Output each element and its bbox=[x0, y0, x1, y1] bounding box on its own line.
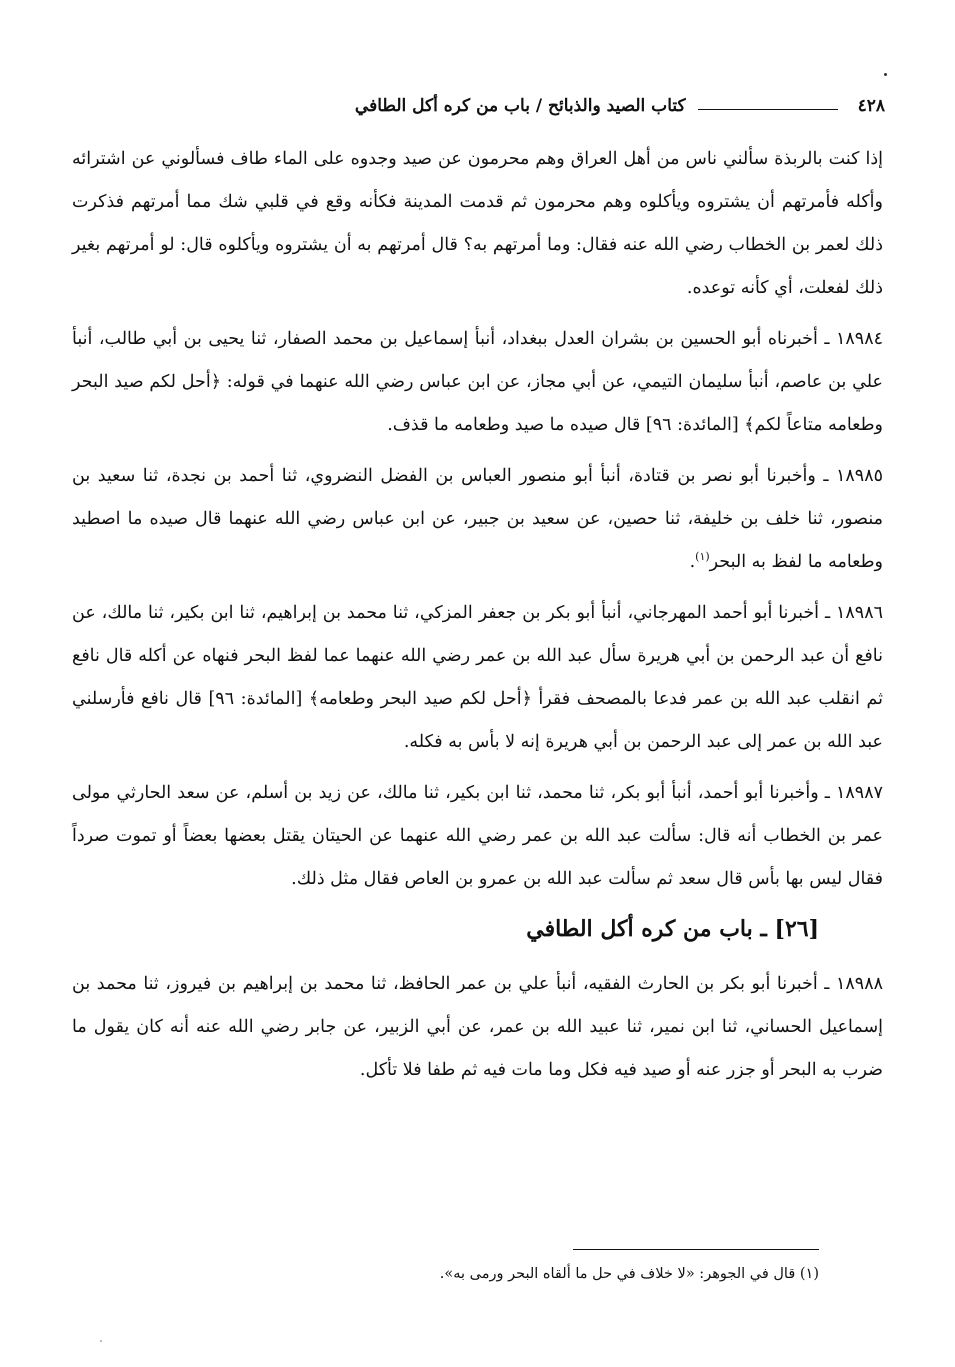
scan-speck bbox=[100, 1340, 102, 1342]
running-title: كتاب الصيد والذبائح / باب من كره أكل الطافي bbox=[354, 96, 686, 116]
main-text bbox=[72, 138, 883, 1100]
hadith-18985-text: ١٨٩٨٥ ـ وأخبرنا أبو نصر بن قتادة، أنبأ أبو منصور العباس بن الفضل النضروي، ثنا أحمد بن نجدة، ثنا سعيد بن منصور، ثنا خلف بن خليفة، ثنا حصين، عن سعيد بن جبير، عن ابن عباس رضي الله عنهما قال صيده ما اصطيد وطعامه ما لفظ به البحر bbox=[72, 466, 883, 572]
hadith-18985 bbox=[72, 455, 883, 584]
chapter-heading: [٢٦] ـ باب من كره أكل الطافي bbox=[526, 916, 819, 942]
hadith-18987: ١٨٩٨٧ ـ وأخبرنا أبو أحمد، أنبأ أبو بكر، ثنا محمد، ثنا ابن بكير، ثنا مالك، عن زيد بن أسلم، عن سعد الحارثي مولى عمر بن الخطاب أنه قال: سألت عبد الله بن عمر رضي الله عنهما عن الحيتان يقتل بعضها بعضاً أو تموت صرداً فقال ليس بها بأس قال سعد ثم سألت عبد الله بن عمرو بن العاص فقال مثل ذلك. bbox=[72, 783, 883, 889]
header-rule bbox=[698, 109, 838, 110]
page-number: ٤٢٨ bbox=[857, 96, 885, 116]
hadith-18984: ١٨٩٨٤ ـ أخبرناه أبو الحسين بن بشران العدل ببغداد، أنبأ إسماعيل بن محمد الصفار، ثنا يحيى بن أبي طالب، أنبأ علي بن عاصم، أنبأ سليمان التيمي، عن أبي مجاز، عن ابن عباس رضي الله عنهما في قوله: ﴿أحل لكم صيد البحر وطعامه متاعاً لكم﴾ [المائدة: ٩٦] قال صيده ما صيد وطعامه ما قذف. bbox=[72, 329, 883, 435]
page-header bbox=[70, 86, 885, 116]
footnote: (١) قال في الجوهر: «لا خلاف في حل ما ألقاه البحر ورمى به». bbox=[439, 1266, 819, 1282]
hadith-18986: ١٨٩٨٦ ـ أخبرنا أبو أحمد المهرجاني، أنبأ أبو بكر بن جعفر المزكي، ثنا محمد بن إبراهيم، ثنا ابن بكير، ثنا مالك، عن نافع أن عبد الرحمن بن أبي هريرة سأل عبد الله بن عمر رضي الله عنهما عما لفظ البحر فنهاه عن أكله قال نافع ثم انقلب عبد الله بن عمر فدعا بالمصحف فقرأ ﴿أحل لكم صيد البحر وطعامه﴾ [المائدة: ٩٦] قال نافع فأرسلني عبد الله بن عمر إلى عبد الرحمن بن أبي هريرة إنه لا بأس به فكله. bbox=[72, 603, 883, 752]
paragraph-continuation: إذا كنت بالربذة سألني ناس من أهل العراق وهم محرمون عن صيد وجدوه على الماء طاف فسألوني عن اشترائه وأكله فأمرتهم أن يشتروه ويأكلوه وهم محرمون ثم قدمت المدينة فكأنه وقع في قلبي شك مما أمرتهم فذكرت ذلك لعمر بن الخطاب رضي الله عنه فقال: وما أمرتهم به؟ قال أمرتهم به أن يشتروه ويأكلوه قال: لو أمرتهم بغير ذلك لفعلت، أي كأنه توعده. bbox=[72, 149, 883, 298]
hadith-18985-end: . bbox=[689, 552, 696, 572]
margin-dot bbox=[884, 73, 887, 76]
footnote-reference[interactable]: (١) bbox=[695, 550, 710, 564]
hadith-18988: ١٨٩٨٨ ـ أخبرنا أبو بكر بن الحارث الفقيه، أنبأ علي بن عمر الحافظ، ثنا محمد بن إبراهيم بن فيروز، ثنا محمد بن إسماعيل الحساني، ثنا ابن نمير، ثنا عبيد الله بن عمر، عن أبي الزبير، عن جابر رضي الله عنه أنه كان يقول ما ضرب به البحر أو جزر عنه أو صيد فيه فكل وما مات فيه ثم طفا فلا تأكل. bbox=[72, 974, 883, 1080]
footnote-separator bbox=[573, 1249, 819, 1250]
